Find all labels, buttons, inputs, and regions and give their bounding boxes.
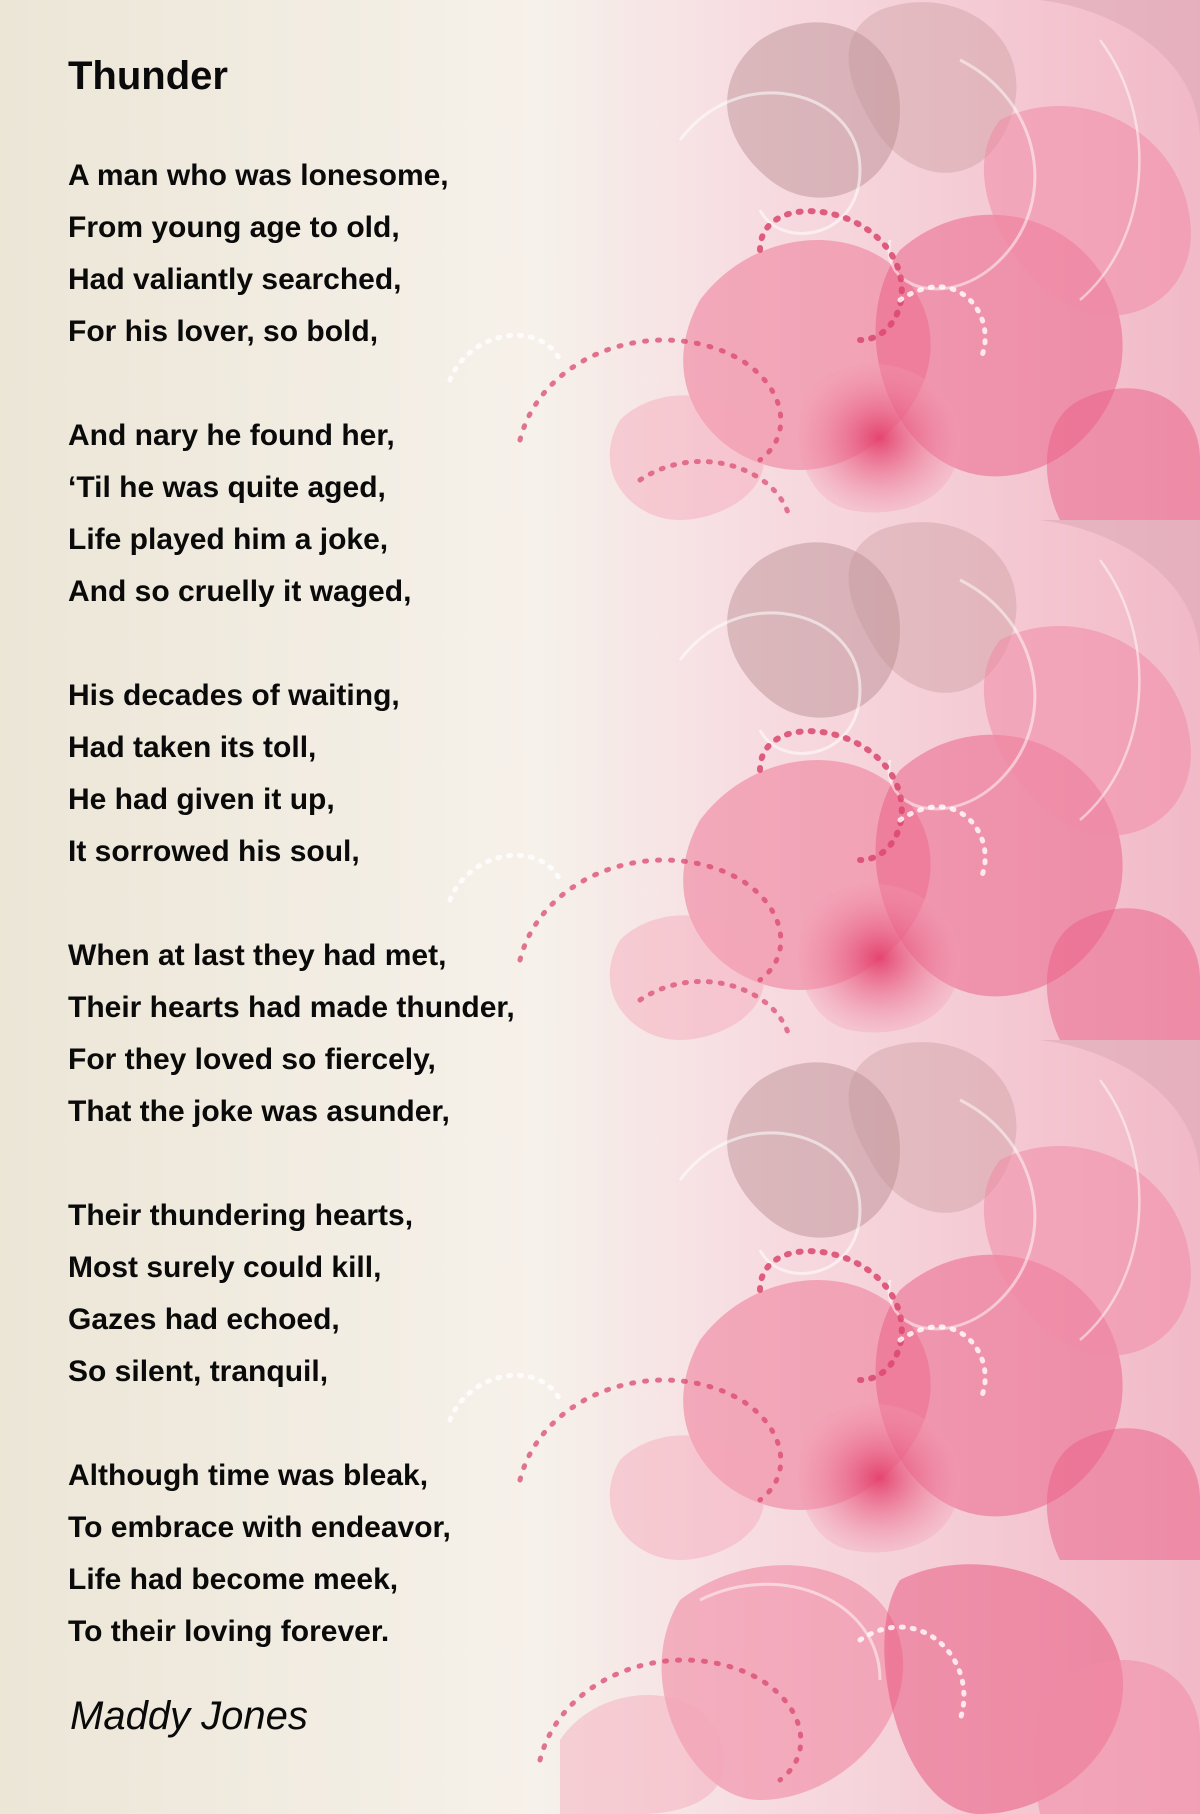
poem-line: ‘Til he was quite aged, <box>68 471 386 504</box>
poem-line: Life had become meek, <box>68 1563 399 1596</box>
poem-line: Life played him a joke, <box>68 523 389 556</box>
poem-line: A man who was lonesome, <box>68 159 449 192</box>
stanza-1 <box>68 150 768 358</box>
poem-line: For they loved so fiercely, <box>68 1043 436 1076</box>
poem-line: Their thundering hearts, <box>68 1199 414 1232</box>
stanza-2 <box>68 410 768 618</box>
poem-line: Although time was bleak, <box>68 1459 429 1492</box>
poem-title: Thunder <box>68 54 228 98</box>
poem-card <box>68 52 768 1740</box>
poem-line: Had taken its toll, <box>68 731 317 764</box>
poem-line: That the joke was asunder, <box>68 1095 450 1128</box>
poem-author: Maddy Jones <box>70 1694 308 1738</box>
poem-line: And so cruelly it waged, <box>68 575 412 608</box>
poem-line: From young age to old, <box>68 211 400 244</box>
poem-line: Most surely could kill, <box>68 1251 382 1284</box>
poem-line: His decades of waiting, <box>68 679 400 712</box>
poem-line: For his lover, so bold, <box>68 315 379 348</box>
poem-line: When at last they had met, <box>68 939 447 972</box>
poem-line: To their loving forever. <box>68 1615 390 1648</box>
stanza-5 <box>68 1190 768 1398</box>
poem-line: It sorrowed his soul, <box>68 835 360 868</box>
poem-line: Gazes had echoed, <box>68 1303 340 1336</box>
stanza-4 <box>68 930 768 1138</box>
stanza-6 <box>68 1450 768 1658</box>
poem-line: He had given it up, <box>68 783 335 816</box>
poem-line: Their hearts had made thunder, <box>68 991 515 1024</box>
stanza-3 <box>68 670 768 878</box>
poem-line: So silent, tranquil, <box>68 1355 329 1388</box>
poem-line: To embrace with endeavor, <box>68 1511 451 1544</box>
poem-line: And nary he found her, <box>68 419 395 452</box>
poem-line: Had valiantly searched, <box>68 263 402 296</box>
